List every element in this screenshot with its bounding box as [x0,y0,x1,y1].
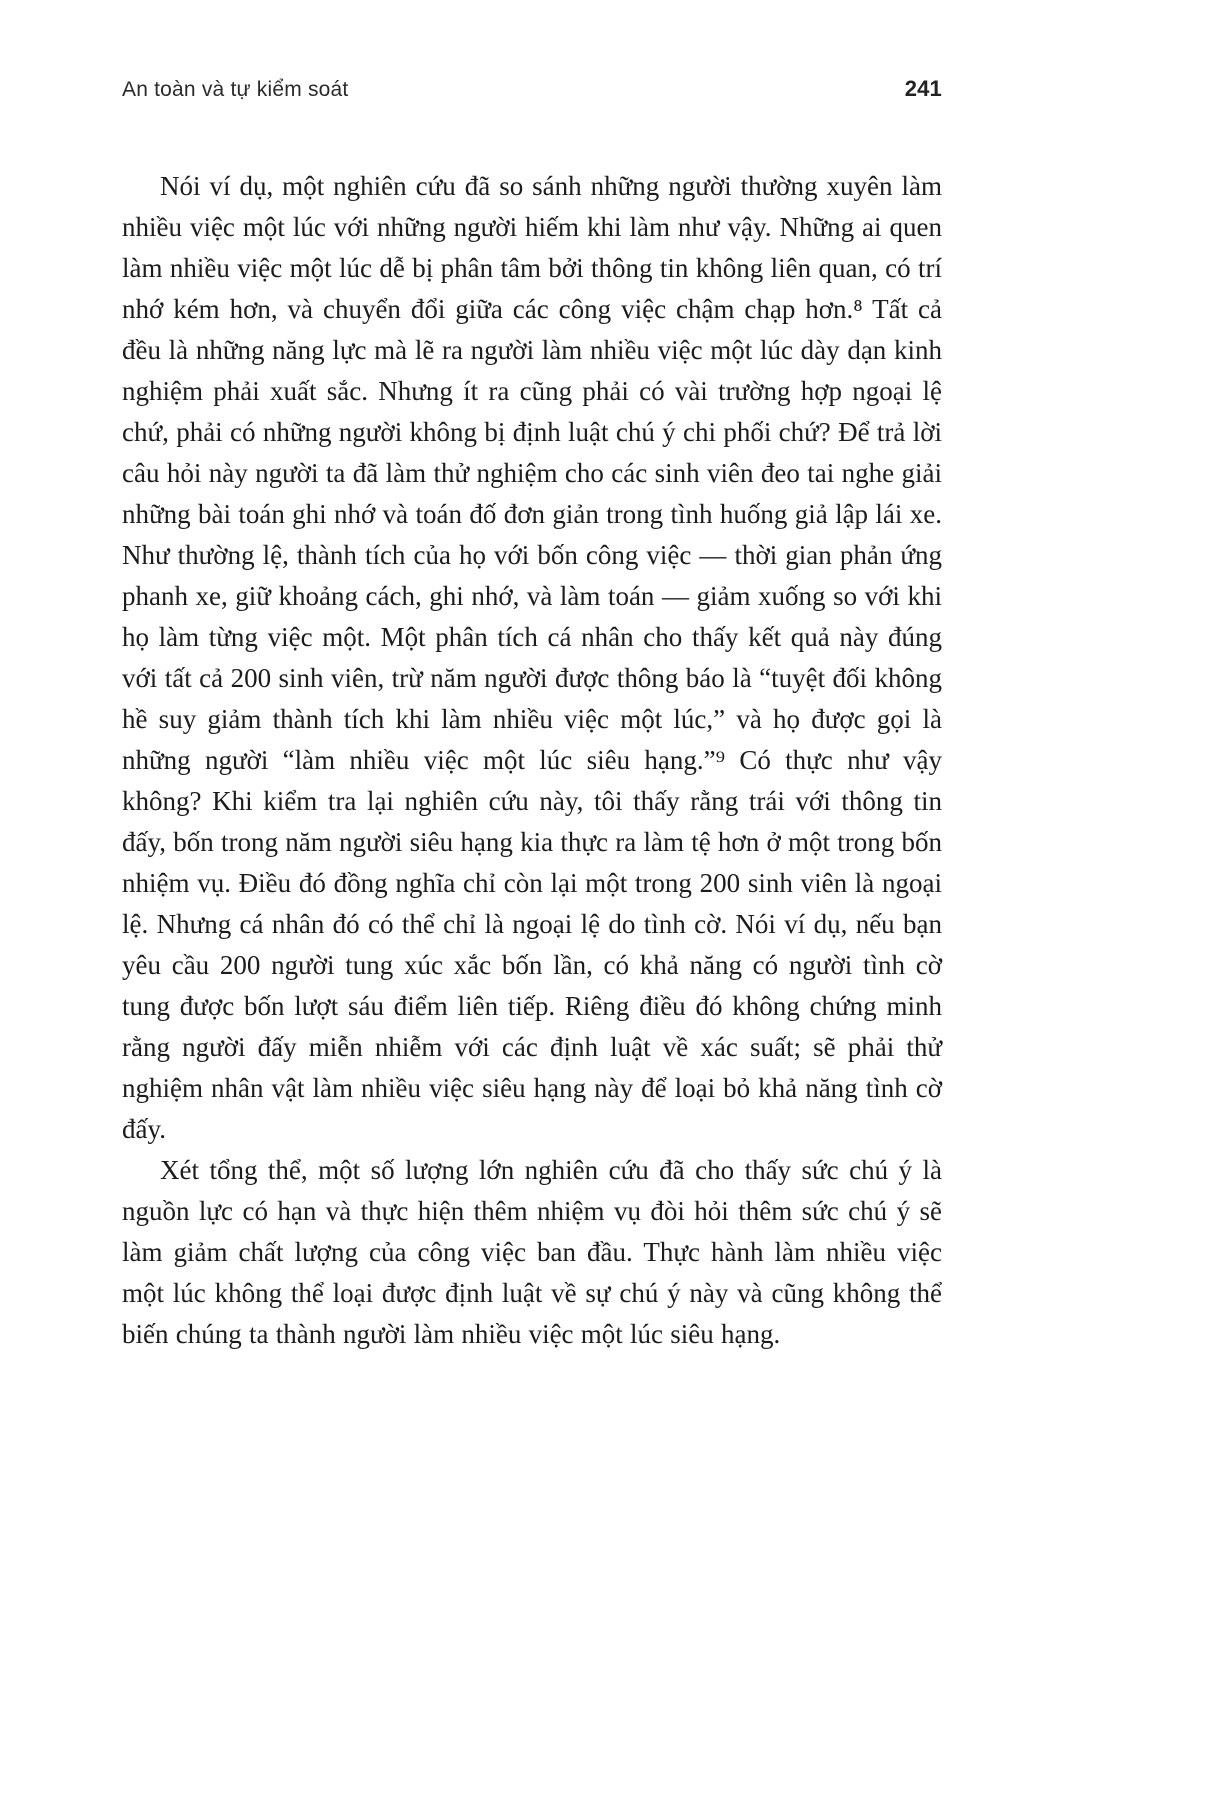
running-header-title: An toàn và tự kiểm soát [122,78,349,101]
paragraph-1: Nói ví dụ, một nghiên cứu đã so sánh những người thường xuyên làm nhiều việc một lúc với những người hiếm khi làm như vậy. Những ai quen làm nhiều việc một lúc dễ bị phân tâm bởi thông tin không liên quan, có trí nhớ kém hơn, và chuyển đổi giữa các công việc chậm chạp hơn.⁸ Tất cả đều là những năng lực mà lẽ ra người làm nhiều việc một lúc dày dạn kinh nghiệm phải xuất sắc. Nhưng ít ra cũng phải có vài trường hợp ngoại lệ chứ, phải có những người không bị định luật chú ý chi phối chứ? Để trả lời câu hỏi này người ta đã làm thử nghiệm cho các sinh viên đeo tai nghe giải những bài toán ghi nhớ và toán đố đơn giản trong tình huống giả lập lái xe. Như thường lệ, thành tích của họ với bốn công việc — thời gian phản ứng phanh xe, giữ khoảng cách, ghi nhớ, và làm toán — giảm xuống so với khi họ làm từng việc một. Một phân tích cá nhân cho thấy kết quả này đúng với tất cả 200 sinh viên, trừ năm người được thông báo là “tuyệt đối không hề suy giảm thành tích khi làm nhiều việc một lúc,” và họ được gọi là những người “làm nhiều việc một lúc siêu hạng.”⁹ Có thực như vậy không? Khi kiểm tra lại nghiên cứu này, tôi thấy rằng trái với thông tin đấy, bốn trong năm người siêu hạng kia thực ra làm tệ hơn ở một trong bốn nhiệm vụ. Điều đó đồng nghĩa chỉ còn lại một trong 200 sinh viên là ngoại lệ. Nhưng cá nhân đó có thể chỉ là ngoại lệ do tình cờ. Nói ví dụ, nếu bạn yêu cầu 200 người tung xúc xắc bốn lần, có khả năng có người tình cờ tung được bốn lượt sáu điểm liên tiếp. Riêng điều đó không chứng minh rằng người đấy miễn nhiễm với các định luật về xác suất; sẽ phải thử nghiệm nhân vật làm nhiều việc siêu hạng này để loại bỏ khả năng tình cờ đấy. [122,171,942,1144]
page-header [122,76,942,102]
page-body [122,166,942,1355]
paragraph-2: Xét tổng thể, một số lượng lớn nghiên cứu đã cho thấy sức chú ý là nguồn lực có hạn và thực hiện thêm nhiệm vụ đòi hỏi thêm sức chú ý sẽ làm giảm chất lượng của công việc ban đầu. Thực hành làm nhiều việc một lúc không thể loại được định luật về sự chú ý này và cũng không thể biến chúng ta thành người làm nhiều việc một lúc siêu hạng. [122,1155,942,1349]
page-number: 241 [904,76,942,101]
